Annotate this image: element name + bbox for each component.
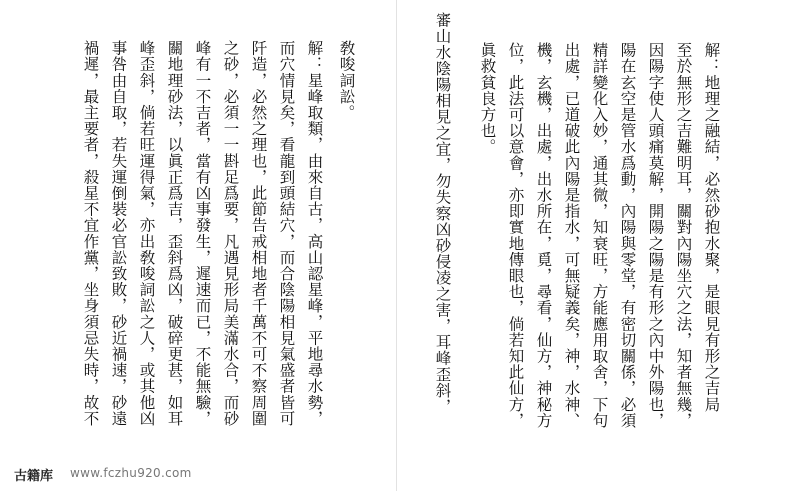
right-text-column: 機，玄機，出處，出水所在，覓，尋看，仙方，神秘方 bbox=[534, 42, 553, 429]
left-text-column: 禍遲，最主要者，殺星不宜作黨，坐身須忌失時，故不 bbox=[81, 40, 100, 427]
right-text-column: 眞救貧良方也。 bbox=[478, 42, 497, 155]
left-text-column: 而穴情見矣，看龍到頭結穴，而合陰陽相見氣盛者皆可 bbox=[277, 40, 296, 427]
right-text-column: 審山水陰陽相見之宜，勿失察凶砂侵凌之害，耳峰歪斜， bbox=[433, 12, 452, 415]
left-text-column: 解：星峰取類，由來自古，高山認星峰，平地尋水勢， bbox=[305, 40, 324, 427]
site-url-watermark: www.fczhu920.com bbox=[70, 466, 192, 480]
site-brand-label: 古籍库 bbox=[14, 469, 54, 484]
left-text-column: 敎唆詞訟。 bbox=[337, 40, 356, 121]
right-text-column: 至於無形之吉難明耳，關對內陽坐穴之法，知者無幾， bbox=[674, 42, 693, 429]
left-text-column: 事咎由自取，若失運倒裝必官訟致敗，砂近禍速，砂遠 bbox=[109, 40, 128, 427]
left-text-column: 峰歪斜，倘若旺運得氣，亦出敎唆詞訟之人，或其他凶 bbox=[137, 40, 156, 427]
right-text-column: 出處，已道破此內陽是指水，可無疑義矣，神，水神、 bbox=[562, 42, 581, 429]
page-spine-divider bbox=[396, 0, 397, 491]
right-text-column: 精詳變化入妙，通其微，知衰旺，方能應用取舍，下句 bbox=[590, 42, 609, 429]
left-text-column: 阡造，必然之理也，此節告戒相地者千萬不可不察周圍 bbox=[249, 40, 268, 427]
left-text-column: 之砂，必須一一斟足爲要，凡遇見形局美滿水合，而砂 bbox=[221, 40, 240, 427]
right-text-column: 解：地理之融結，必然砂抱水聚，是眼見有形之吉局 bbox=[702, 42, 721, 413]
right-text-column: 陽在玄空是管水爲動，內陽與零堂，有密切關係，必須 bbox=[618, 42, 637, 429]
left-text-column: 峰有一不吉者，當有凶事發生，遲速而已，不能無驗， bbox=[193, 40, 212, 427]
left-text-column: 關地理砂法，以眞正爲吉，歪斜爲凶，破碎更甚，如耳 bbox=[165, 40, 184, 427]
right-text-column: 因陽字使人頭痛莫解，開陽之陽是有形之內中外陽也， bbox=[646, 42, 665, 429]
right-text-column: 位，此法可以意會，亦即實地傳眼也，倘若知此仙方， bbox=[506, 42, 525, 429]
